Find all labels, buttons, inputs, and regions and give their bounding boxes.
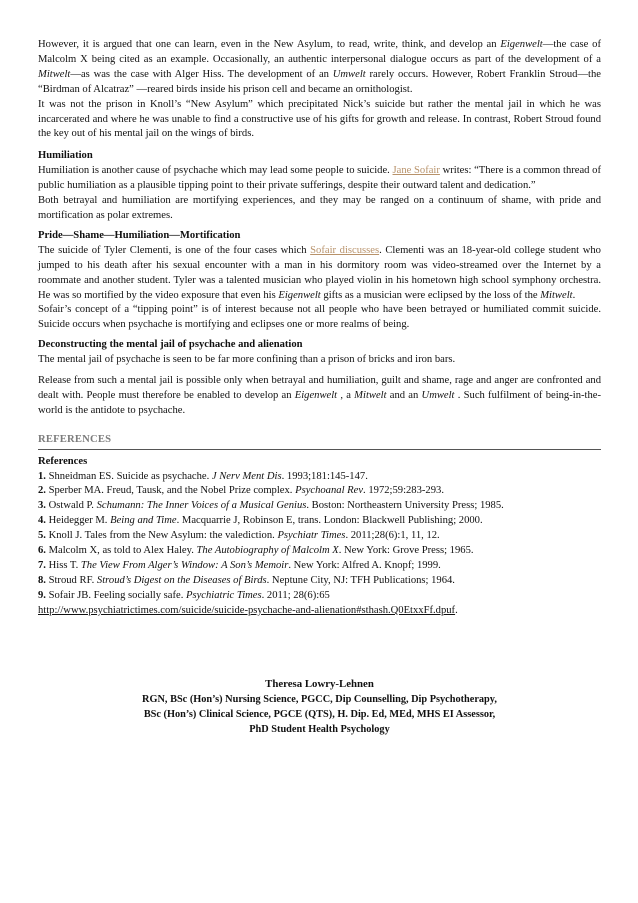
text-run: writes: “There is a common thread of public humiliation as a plausible tipping point to their private sufferings, despite their outward talent and dedication.”	[38, 165, 601, 192]
text-run: Stroud RF.	[45, 574, 97, 586]
pride-paragraph-1	[38, 244, 601, 304]
italic-term: Eigenwelt	[294, 389, 338, 401]
italic-term: Umwelt	[421, 389, 455, 401]
author-signature-block	[38, 677, 601, 738]
text-run: The suicide of Tyler Clementi, is one of the four cases which	[38, 244, 311, 256]
text-run: Knoll J. Tales from the New Asylum: the valediction.	[45, 530, 278, 542]
italic-term: Mitwelt	[354, 389, 387, 401]
reference-item	[38, 529, 601, 544]
humiliation-paragraph-2: Both betrayal and humiliation are mortifying experiences, and they may be ranged on a continuum of shame, with pride and mortification as polar extremes.	[38, 195, 601, 221]
reference-item	[38, 544, 601, 559]
italic-term: Mitwelt	[540, 289, 573, 301]
reference-source: The Autobiography of Malcolm X	[196, 545, 339, 557]
reference-number: 8.	[38, 574, 46, 586]
reference-source: J Nerv Ment Dis	[211, 470, 282, 482]
text-run: . Neptune City, NJ: TFH Publications; 1964.	[266, 574, 455, 586]
reference-url-line	[38, 604, 601, 619]
reference-item	[38, 514, 601, 529]
reference-number: 9.	[38, 589, 46, 601]
text-run: .	[572, 289, 576, 301]
text-run: Humiliation is another cause of psychache which may lead some people to suicide.	[38, 165, 393, 177]
text-run: . Macquarrie J, Robinson E, trans. London: Blackwell Publishing; 2000.	[176, 515, 483, 527]
section-heading-pride: Pride—Shame—Humiliation—Mortification	[38, 229, 241, 241]
text-run: . Clementi was an 18-year-old college student who jumped to his death after his sexual encounter with a man in his dormitory room was video-streamed over the Internet by a roommate and another student. Tyler was a talented musician who played violin in his hometown high school symphony orchestra. He was so mortified by the video exposure that even his	[38, 244, 601, 301]
section-heading-deconstructing: Deconstructing the mental jail of psychache and alienation	[38, 339, 303, 351]
reference-number: 5.	[38, 530, 46, 542]
text-run: and an	[386, 389, 422, 401]
text-run: Hiss T.	[45, 560, 81, 571]
reference-item	[38, 484, 601, 499]
deconstructing-paragraph-2	[38, 374, 601, 419]
deconstructing-paragraph-1: The mental jail of psychache is seen to be far more confining than a prison of bricks and iron bars.	[38, 354, 456, 366]
reference-item	[38, 589, 601, 604]
humiliation-paragraph-1	[38, 164, 601, 194]
sofair-discusses-link[interactable]: Sofair discusses	[310, 244, 380, 256]
author-credentials-line-2: BSc (Hon’s) Clinical Science, PGCE (QTS), H. Dip. Ed, MEd, MHS EI Assessor,	[143, 709, 496, 721]
intro-paragraph-2: It was not the prison in Knoll’s “New Asylum” which precipitated Nick’s suicide but rather the mental jail in which he was incarcerated and where he was unable to find a constructive use of his gifts for growth and release. In contrast, Robert Stroud found the key out of his mental jail on the wings of birds.	[38, 98, 601, 140]
text-run: . 1972;59:283-293.	[363, 485, 444, 497]
reference-source: Schumann: The Inner Voices of a Musical Genius	[96, 500, 307, 512]
jane-sofair-link[interactable]: Jane Sofair	[392, 165, 440, 177]
text-run: . New York: Grove Press; 1965.	[338, 545, 474, 557]
italic-term: Mitwelt	[38, 68, 71, 80]
reference-source: Psychoanal Rev	[295, 485, 364, 497]
section-heading-humiliation: Humiliation	[38, 150, 93, 162]
author-credentials-line-1: RGN, BSc (Hon’s) Nursing Science, PGCC, Dip Counselling, Dip Psychotherapy,	[142, 693, 497, 705]
intro-paragraph-1	[38, 38, 601, 98]
text-run: Release from such a mental jail is possible only when betrayal and humiliation, guilt and shame, rage and anger are confronted and dealt with. People must therefore be enabled to develop an	[38, 375, 601, 401]
reference-source: Stroud’s Digest on the Diseases of Birds	[96, 574, 267, 586]
text-run: However, it is argued that one can learn, even in the New Asylum, to read, write, think, and develop an	[38, 39, 501, 50]
italic-term: Umwelt	[332, 68, 366, 80]
reference-item	[38, 499, 601, 514]
text-run: Heidegger M.	[45, 515, 111, 527]
text-run: , a	[337, 389, 355, 401]
text-run: . New York: Alfred A. Knopf; 1999.	[288, 560, 441, 571]
text-run: . 2011; 28(6):65	[261, 589, 330, 601]
reference-source: Psychiatric Times	[186, 589, 262, 601]
reference-source: The View From Alger’s Window: A Son’s Memoir	[80, 560, 289, 571]
text-run: Ostwald P.	[45, 500, 97, 512]
pride-paragraph-2: Sofair’s concept of a “tipping point” is of interest because not all people who have been betrayed or humiliated commit suicide. Suicide occurs when psychache is mortifying and eclipses one or more realms of being.	[38, 304, 601, 331]
reference-source: Psychiatr Times	[277, 530, 346, 542]
references-banner: REFERENCES	[38, 433, 601, 450]
text-run: —as was the case with Alger Hiss. The development of an	[70, 68, 333, 80]
text-run: Sofair JB. Feeling socially safe.	[45, 589, 186, 601]
text-run: .	[455, 604, 458, 616]
text-run: —the case of Malcolm X being cited as an example. Occasionally, an authentic interpersonal dialogue occurs as part of the development of a	[38, 39, 602, 65]
reference-number: 1.	[38, 470, 46, 482]
text-run: Sperber MA. Freud, Tausk, and the Nobel Prize complex.	[45, 485, 296, 497]
italic-term: Eigenwelt	[278, 289, 321, 301]
reference-url-link[interactable]: http://www.psychiatrictimes.com/suicide/suicide-psychache-and-alienation#sthash.Q0EtxxFf.dpuf	[38, 604, 456, 616]
text-run: rarely occurs. However, Robert Franklin Stroud—the “Birdman of Alcatraz” —reared birds inside his prison cell and became an ornithologist.	[38, 68, 601, 95]
reference-number: 7.	[38, 560, 46, 571]
reference-source: Being and Time	[110, 515, 177, 527]
text-run: Shneidman ES. Suicide as psychache.	[45, 470, 212, 482]
text-run: gifts as a musician were eclipsed by the loss of the	[320, 289, 541, 301]
author-name: Theresa Lowry-Lehnen	[265, 677, 374, 690]
text-run: . Such fulfilment of being-in-the-world is the antidote to psychache.	[38, 389, 601, 416]
references-title: References	[38, 455, 88, 467]
reference-item	[38, 470, 601, 485]
reference-number: 2.	[38, 485, 46, 497]
reference-list	[38, 470, 601, 619]
author-credentials-line-3: PhD Student Health Psychology	[249, 724, 390, 736]
reference-item	[38, 559, 601, 574]
document-page	[38, 38, 601, 737]
text-run: . Boston: Northeastern University Press; 1985.	[306, 500, 504, 512]
italic-term: Eigenwelt	[500, 39, 543, 50]
text-run: Malcolm X, as told to Alex Haley.	[45, 545, 197, 557]
reference-item	[38, 574, 601, 589]
text-run: . 2011;28(6):1, 11, 12.	[345, 530, 440, 542]
reference-number: 6.	[38, 545, 46, 557]
text-run: . 1993;181:145-147.	[281, 470, 368, 482]
reference-number: 3.	[38, 500, 46, 512]
reference-number: 4.	[38, 515, 46, 527]
